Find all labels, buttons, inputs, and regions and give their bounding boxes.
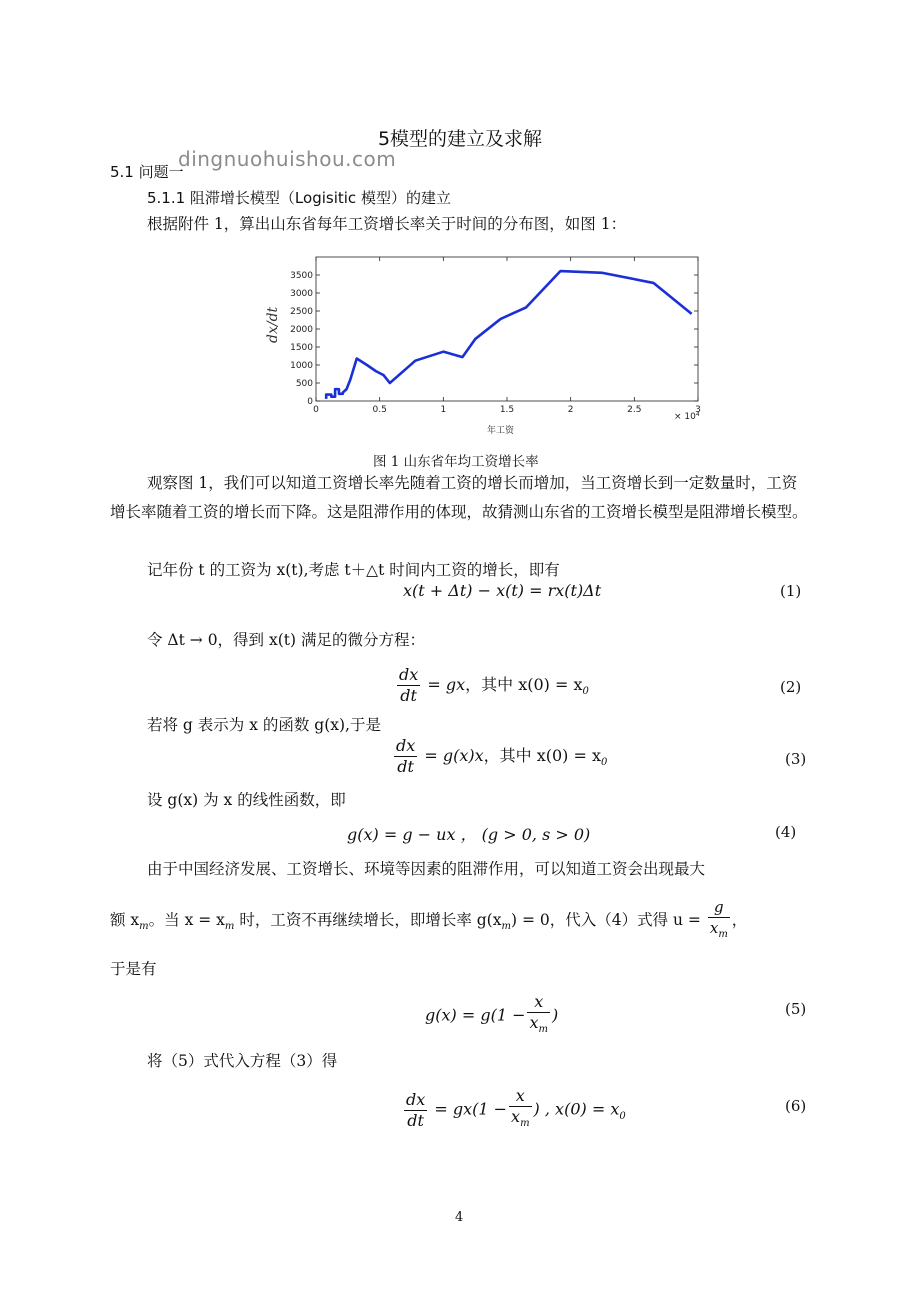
x-tick-label: 0.5 [372,405,387,415]
paragraph-resistance-line1: 由于中国经济发展、工资增长、环境等因素的阻滞作用，可以知道工资会出现最大 [147,860,706,878]
line-g-function: 若将 g 表示为 x 的函数 g(x),于是 [147,716,381,734]
x-tick-label: 2.5 [627,405,642,415]
equation-6-number: (6) [785,1097,807,1115]
fraction-g-xm: $\frac{g}{x_m}$ [709,898,728,940]
limit-line: 令 Δt → 0，得到 x(t) 满足的微分方程： [147,631,425,649]
fraction-dx-dt: $\frac{dx}{dt}$ [406,1089,426,1130]
x-scale-label: × 10⁴ [674,412,700,422]
equation-2: $\frac{dx}{dt}$ = gx，其中 $x(0) = x_0$ [399,665,589,705]
x-tick-label: 2 [567,405,574,415]
x-tick-label: 3 [695,405,701,415]
fraction-x-xm: $\frac{x}{x_m}$ [529,992,548,1036]
paragraph-resistance-line2: 额 $x_m$。当 $x = x_m$ 时，工资不再继续增长，即增长率 $g(x_m) = 0$，代入（4）式得 u = $\frac{g}{x_m}$ ， [110,897,747,945]
series-line [326,271,691,399]
plot-frame [316,257,698,401]
y-tick-label: 2500 [290,307,313,317]
fraction-dx-dt: $\frac{dx}{dt}$ [396,736,416,776]
paragraph-observation: 观察图 1，我们可以知道工资增长率先随着工资的增长而增加，当工资增长到一定数量时，工资增长率随着工资的增长而下降。这是阻滞作用的体现，故猜测山东省的工资增长模型是阻滞增长模型。 [110,474,808,521]
fraction-x-xm: $\frac{x}{x_m}$ [511,1086,530,1130]
y-tick-label: 3500 [290,271,313,281]
equation-3: $\frac{dx}{dt}$ = g(x)x，其中 $x(0) = x_0$ [396,736,608,776]
figure-1 [265,245,720,445]
x-tick-label: 1 [440,405,447,415]
y-tick-label: 500 [295,379,313,389]
fraction-dx-dt: $\frac{dx}{dt}$ [399,665,419,705]
y-tick-label: 1000 [290,361,313,371]
subsection-heading: 5.1 问题一 [110,163,184,181]
x-tick-label: 0 [313,405,319,415]
line-substitute: 将（5）式代入方程（3）得 [147,1052,338,1070]
paragraph-definition: 记年份 t 的工资为 x(t),考虑 t＋△t 时间内工资的增长，即有 [147,561,560,579]
y-tick-label: 0 [307,397,313,407]
line-chart [265,245,720,445]
line-therefore: 于是有 [110,960,157,978]
line-linear: 设 g(x) 为 x 的线性函数，即 [147,791,346,809]
equation-4: g(x) = g − ux ， (g > 0, s > 0) [347,825,591,844]
section-title: 5模型的建立及求解 [377,128,543,150]
intro-text: 根据附件 1，算出山东省每年工资增长率关于时间的分布图，如图 1： [147,215,627,233]
equation-2-number: (2) [780,678,802,696]
y-tick-label: 2000 [290,325,313,335]
x-axis-label: 年工资 [487,426,515,436]
equation-5-number: (5) [785,1000,807,1018]
page-number: 4 [455,1210,464,1225]
equation-4-number: (4) [775,823,797,841]
subsubsection-heading: 5.1.1 阻滞增长模型（Logisitic 模型）的建立 [147,189,451,207]
watermark: dingnuohuishou.com [178,147,397,171]
y-axis-label: dx/dt [265,306,281,343]
x-tick-label: 1.5 [499,405,515,415]
equation-5: g(x) = g(1 − $\frac{x}{x_m}$ ) [425,992,558,1040]
figure-caption: 图 1 山东省年均工资增长率 [373,454,539,470]
y-tick-label: 1500 [290,343,313,353]
y-tick-label: 3000 [290,289,313,299]
equation-1: x(t + Δt) − x(t) = rx(t)Δt [403,581,602,600]
equation-6: $\frac{dx}{dt}$ = gx(1 − $\frac{x}{x_m}$ ) , $x(0) = x_0$ [402,1086,626,1134]
equation-3-number: (3) [785,750,807,768]
equation-1-number: (1) [780,582,802,600]
